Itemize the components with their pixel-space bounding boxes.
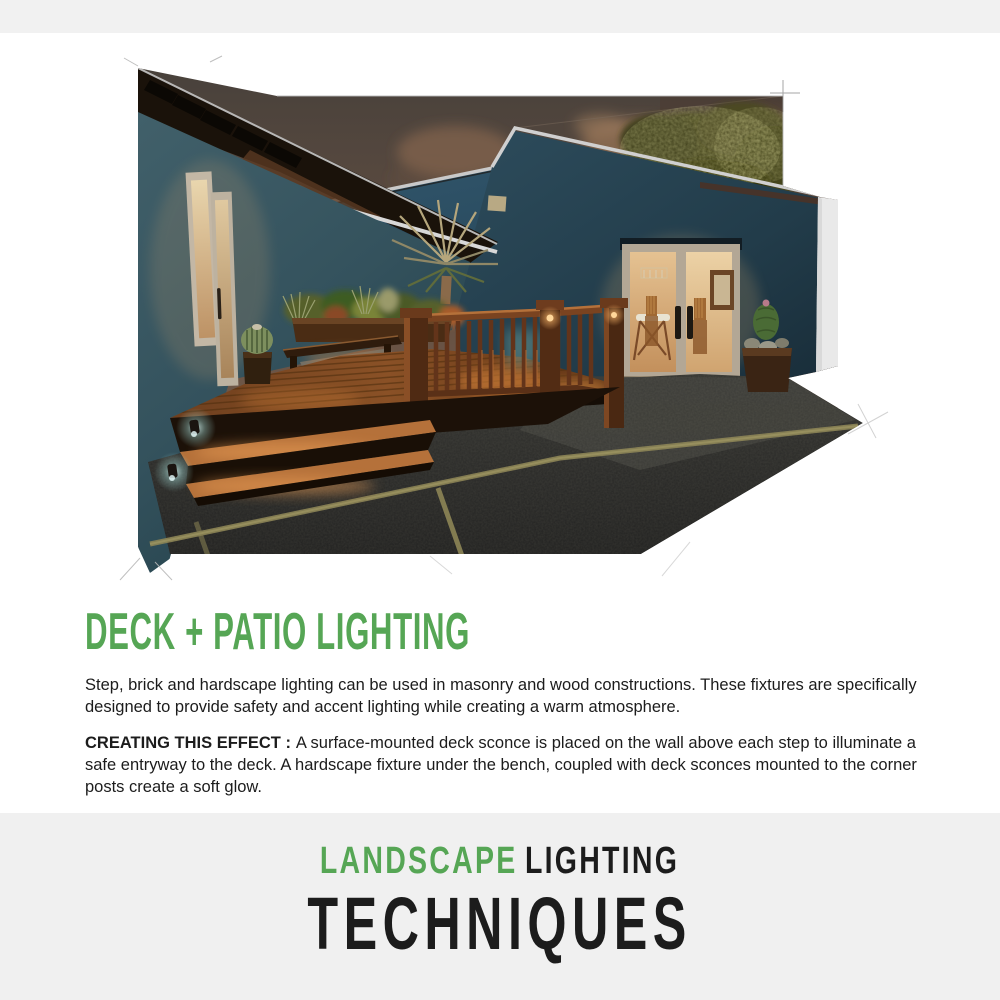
cactus-flower xyxy=(763,300,770,307)
effect-paragraph xyxy=(85,732,925,798)
footer-brand-band xyxy=(0,813,1000,1000)
brand-word-landscape: LANDSCAPE xyxy=(320,840,518,882)
french-doors xyxy=(601,235,761,385)
step-sconce xyxy=(176,408,216,448)
article-section xyxy=(85,603,925,813)
series-title: TECHNIQUES xyxy=(307,882,693,965)
page-title: DECK + PATIO LIGHTING xyxy=(85,603,470,661)
effect-text: A surface-mounted deck sconce is placed on the wall above each step to illuminate a safe entryway to the deck. A hardscape fixture under the bench, coupled with deck sconces mounted to the corner posts create a soft glow. xyxy=(85,734,917,797)
door-handle xyxy=(687,306,693,339)
balusters xyxy=(436,312,591,392)
lit-vent xyxy=(487,195,506,211)
brand-line xyxy=(320,842,679,880)
cactus-pouf xyxy=(241,324,273,384)
intro-paragraph: Step, brick and hardscape lighting can be used in masonry and wood constructions. These fixtures are specifically designed to provide safety and accent lighting while creating a warm atmosphere. xyxy=(85,676,917,717)
step-sconce xyxy=(154,452,194,492)
effect-label: CREATING THIS EFFECT : xyxy=(85,734,291,753)
brand-word-lighting: LIGHTING xyxy=(525,840,680,882)
door-handle xyxy=(675,306,681,339)
